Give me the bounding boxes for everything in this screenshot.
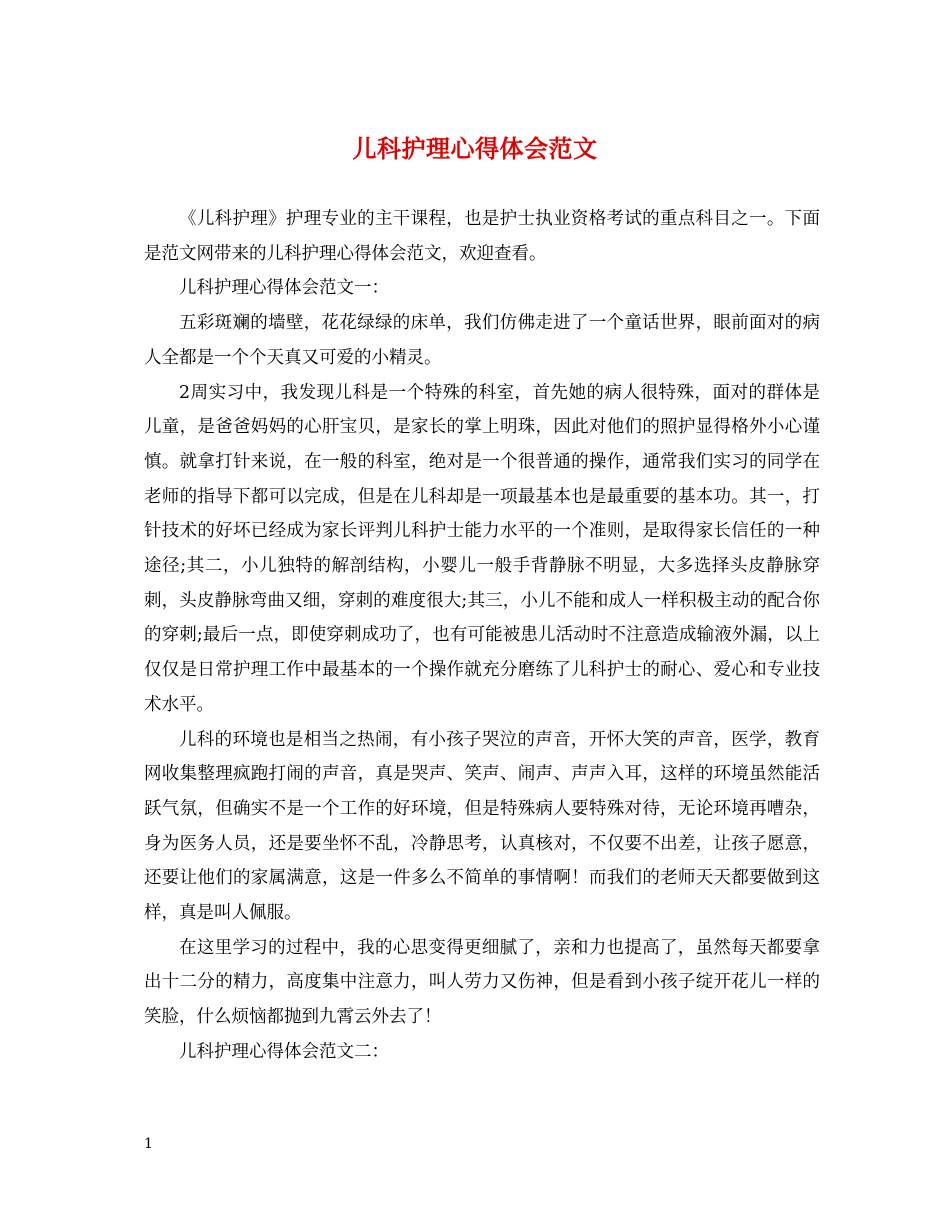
document-body (144, 202, 820, 1070)
page-number: 1 (144, 1136, 153, 1152)
document-title: 儿科护理心得体会范文 (352, 134, 598, 163)
section-heading-one: 儿科护理心得体会范文一： (179, 278, 389, 299)
section-heading-two: 儿科护理心得体会范文二： (179, 1041, 389, 1062)
paragraph: 在这里学习的过程中，我的心思变得更细腻了，亲和力也提高了，虽然每天都要拿出十二分的精力，高度集中注意力，叫人劳力又伤神，但是看到小孩子绽开花儿一样的笑脸，什么烦恼都抛到九霄云外去了！ (144, 937, 820, 1028)
paragraph: 儿科的环境也是相当之热闹，有小孩子哭泣的声音，开怀大笑的声音，医学，教育网收集整理疯跑打闹的声音，真是哭声、笑声、闹声、声声入耳，这样的环境虽然能活跃气氛，但确实不是一个工作的好环境，但是特殊病人要特殊对待，无论环境再嘈杂，身为医务人员，还是要坐怀不乱，冷静思考，认真核对，不仅要不出差，让孩子愿意，还要让他们的家属满意，这是一件多么不简单的事情啊！而我们的老师天天都要做到这样，真是叫人佩服。 (144, 729, 820, 924)
paragraph: 2周实习中，我发现儿科是一个特殊的科室，首先她的病人很特殊，面对的群体是儿童，是爸爸妈妈的心肝宝贝，是家长的掌上明珠，因此对他们的照护显得格外小心谨慎。就拿打针来说，在一般的科室，绝对是一个很普通的操作，通常我们实习的同学在老师的指导下都可以完成，但是在儿科却是一项最基本也是最重要的基本功。其一，打针技术的好坏已经成为家长评判儿科护士能力水平的一个准则，是取得家长信任的一种途径;其二，小儿独特的解剖结构，小婴儿一般手背静脉不明显，大多选择头皮静脉穿刺，头皮静脉弯曲又细，穿刺的难度很大;其三，小儿不能和成人一样积极主动的配合你的穿刺;最后一点，即使穿刺成功了，也有可能被患儿活动时不注意造成输液外漏，以上仅仅是日常护理工作中最基本的一个操作就充分磨练了儿科护士的耐心、爱心和专业技术水平。 (144, 382, 820, 715)
paragraph: 五彩斑斓的墙壁，花花绿绿的床单，我们仿佛走进了一个童话世界，眼前面对的病人全都是一个个天真又可爱的小精灵。 (144, 313, 820, 368)
paragraph-intro: 《儿科护理》护理专业的主干课程，也是护士执业资格考试的重点科目之一。下面是范文网带来的儿科护理心得体会范文，欢迎查看。 (144, 209, 820, 264)
